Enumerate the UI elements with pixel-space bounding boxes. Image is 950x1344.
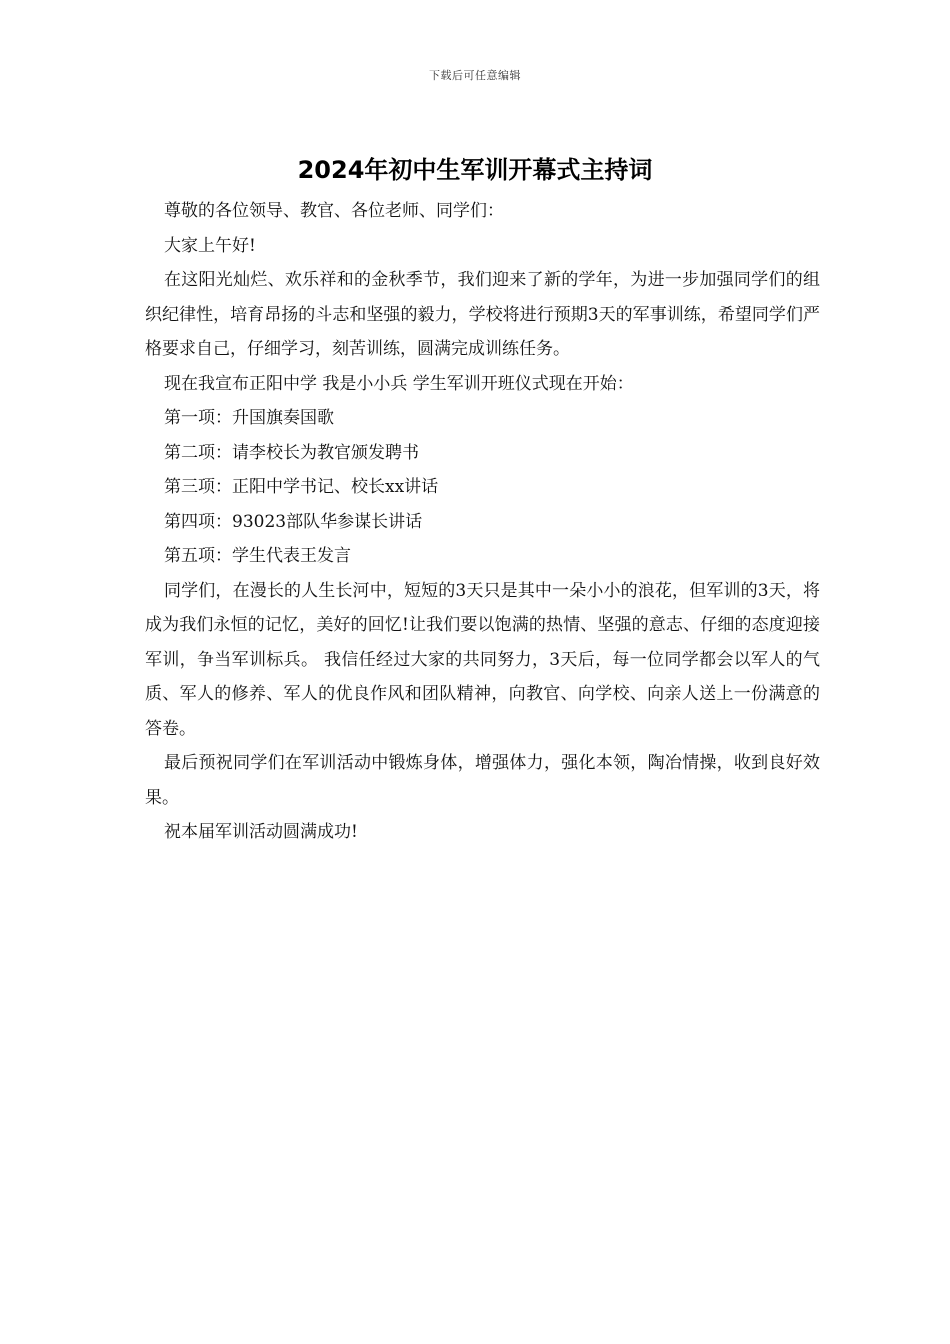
closing-paragraph: 祝本届军训活动圆满成功!: [164, 822, 358, 842]
salutation-paragraph: 尊敬的各位领导、教官、各位老师、同学们：: [164, 201, 504, 221]
agenda-item-2: 第二项：请李校长为教官颁发聘书: [164, 442, 419, 463]
agenda-item-5: 第五项：学生代表王发言: [164, 546, 351, 566]
document-title: 2024年初中生军训开幕式主持词: [297, 156, 653, 184]
speech-paragraph: 同学们，在漫长的人生长河中，短短的3天只是其中一朵小小的浪花，但军训的3天，将成为我们永恒的记忆，美好的回忆!让我们要以饱满的热情、坚强的意志、仔细的态度迎接军训，争当军训标兵。 我信任经过大家的共同努力，3天后，每一位同学都会以军人的气质、军人的修养、军人的优良作风和团队精神，向教官、向学校、向亲人送上一份满意的答卷。: [145, 580, 820, 739]
announcement-paragraph: 现在我宣布正阳中学 我是小小兵 学生军训开班仪式现在开始：: [164, 373, 634, 394]
greeting-paragraph: 大家上午好!: [164, 235, 256, 256]
agenda-item-4: 第四项：93023部队华参谋长讲话: [164, 511, 423, 532]
intro-paragraph: 在这阳光灿烂、欢乐祥和的金秋季节，我们迎来了新的学年，为进一步加强同学们的组织纪律性，培育昂扬的斗志和坚强的毅力，学校将进行预期3天的军事训练，希望同学们严格要求自己，仔细学习，刻苦训练，圆满完成训练任务。: [145, 270, 820, 359]
agenda-item-3: 第三项：正阳中学书记、校长xx讲话: [164, 477, 439, 497]
agenda-item-1: 第一项：升国旗奏国歌: [164, 408, 334, 428]
header-note: 下载后可任意编辑: [429, 69, 521, 82]
document-body: [145, 194, 820, 850]
wishes-paragraph: 最后预祝同学们在军训活动中锻炼身体，增强体力，强化本领，陶冶情操，收到良好效果。: [145, 753, 820, 808]
